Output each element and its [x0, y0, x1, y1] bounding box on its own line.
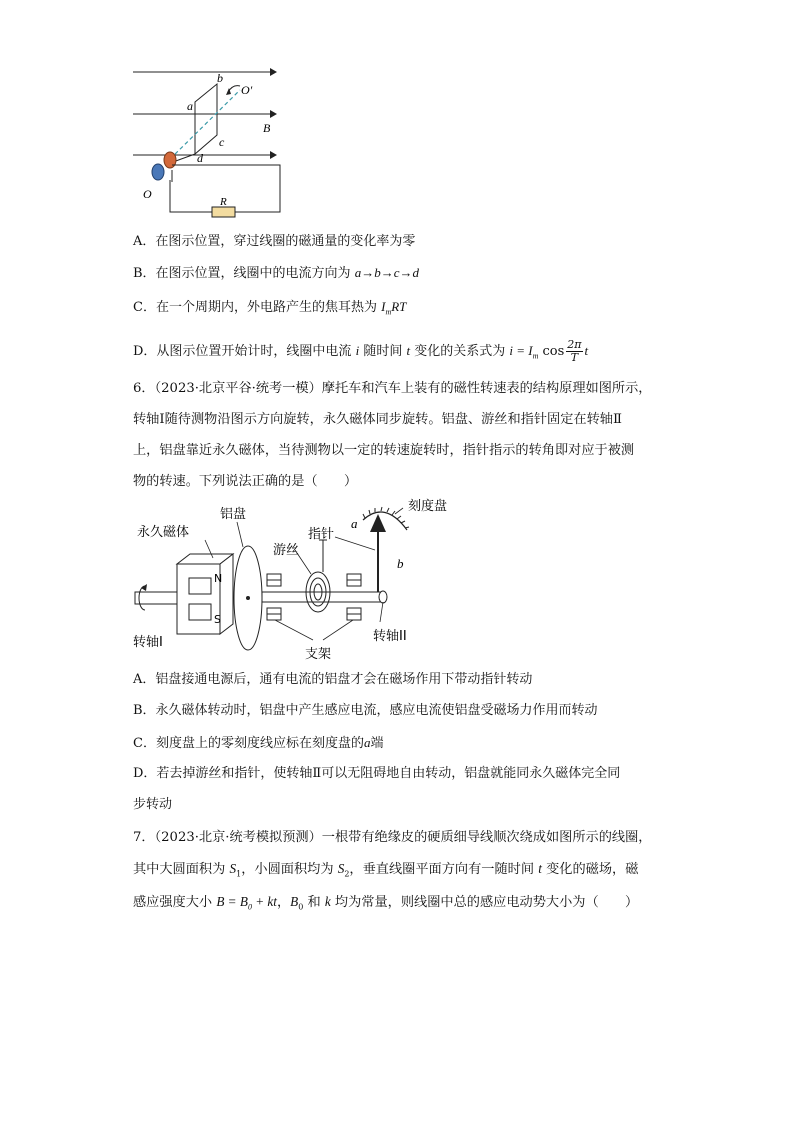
hairspring-label: 游丝: [273, 543, 300, 558]
label-b: b: [217, 71, 223, 85]
tachometer-figure: [125, 492, 470, 664]
label-o: O: [143, 187, 152, 201]
q6-option-b: B．永久磁体转动时，铝盘中产生感应电流，感应电流使铝盘受磁场力作用而转动: [133, 703, 598, 718]
magnet-south-label: S: [214, 613, 221, 626]
label-field-b: B: [263, 121, 271, 135]
coil-generator-figure: [125, 62, 290, 222]
q6-stem-line-3: 上，铝盘靠近永久磁体，当待测物以一定的转速旋转时，指针指示的转角即对应于被测: [133, 443, 635, 458]
q5-option-b: B．在图示位置，线圈中的电流方向为 a→b→c→d: [133, 265, 419, 281]
q6-option-a: A．铝盘接通电源后，通有电流的铝盘才会在磁场作用下带动指针转动: [133, 672, 533, 687]
q6-stem-line-2: 转轴Ⅰ随待测物沿图示方向旋转，永久磁体同步旋转。铝盘、游丝和指针固定在转轴Ⅱ: [133, 412, 622, 427]
shaft-2-label: 转轴II: [373, 629, 407, 644]
dial-end-a: a: [351, 516, 358, 531]
label-a: a: [187, 99, 193, 113]
q6-stem-line-4: 物的转速。下列说法正确的是（ ）: [133, 474, 358, 489]
label-d: d: [197, 151, 203, 165]
q5-option-c: C．在一个周期内，外电路产生的焦耳热为 $I_mRT$: [133, 299, 407, 317]
q6-option-d-line-2: 步转动: [133, 797, 173, 812]
q5-option-a: A．在图示位置，穿过线圈的磁通量的变化率为零: [133, 234, 416, 249]
pointer-label: 指针: [308, 527, 335, 542]
dial-end-b: b: [397, 556, 404, 571]
shaft-1-label: 转轴I: [133, 635, 163, 650]
label-r: R: [220, 196, 227, 208]
q6-stem-line-1: 6．（2023·北京平谷·统考一模）摩托车和汽车上装有的磁性转速表的结构原理如图所示，: [133, 381, 652, 396]
aluminum-disc-label: 铝盘: [220, 507, 247, 522]
dial-label: 刻度盘: [408, 499, 448, 514]
q6-option-c: C．刻度盘上的零刻度线应标在刻度盘的a端: [133, 735, 384, 751]
q7-stem-line-2: 其中大圆面积为 $S_1$，小圆面积均为 $S_2$，垂直线圈平面方向有一随时间 t 变化的磁场，磁: [133, 861, 639, 879]
q7-stem-line-1: 7．（2023·北京·统考模拟预测）一根带有绝缘皮的硬质细导线顺次绕成如图所示的线圈，: [133, 830, 652, 845]
fraction-2pi-over-t: $\frac{2\pi}{T}$: [567, 338, 582, 364]
label-o-prime: O′: [241, 83, 253, 97]
magnet-north-label: N: [214, 572, 223, 585]
q5-option-d: D．从图示位置开始计时，线圈中电流 i 随时间 t 变化的关系式为 $i = I_m$ cos $\frac{2\pi}{T}$ t: [133, 338, 589, 364]
label-c: c: [219, 135, 225, 149]
bracket-label: 支架: [305, 647, 332, 662]
q6-option-d-line-1: D．若去掉游丝和指针，使转轴Ⅱ可以无阻碍地自由转动，铝盘就能同永久磁体完全同: [133, 766, 621, 781]
permanent-magnet-label: 永久磁体: [137, 525, 190, 540]
q7-stem-line-3: 感应强度大小 $B = B_0$ + kt，$B_0$ 和 k 均为常量，则线圈中总的感应电动势大小为（ ）: [133, 894, 639, 912]
